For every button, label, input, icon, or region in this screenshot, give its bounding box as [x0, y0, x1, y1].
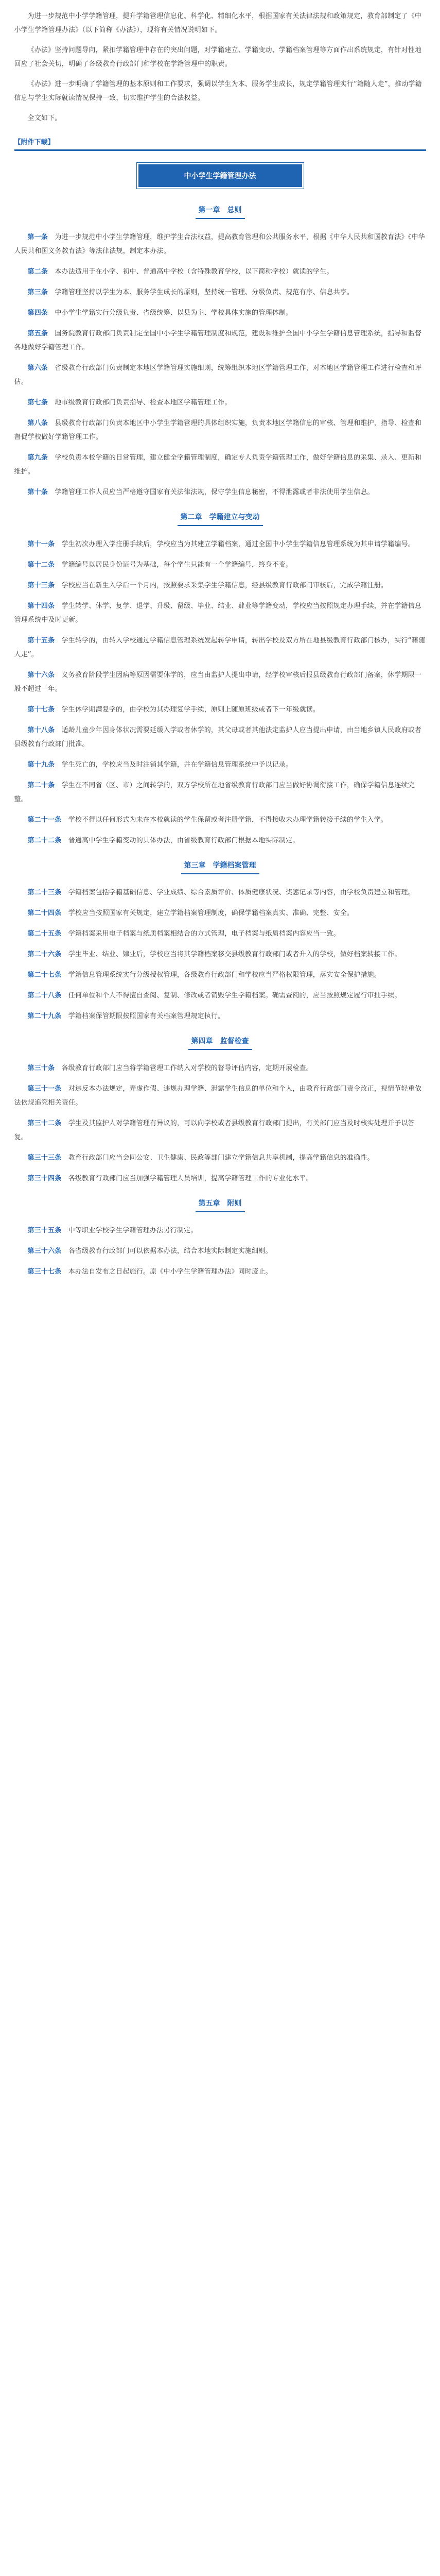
chapter-heading [14, 512, 426, 526]
article-paragraph [14, 1116, 426, 1144]
intro-paragraph: 《办法》坚持问题导向，紧扣学籍管理中存在的突出问题，对学籍建立、学籍变动、学籍档案管理等方面作出系统规定，有针对性地回应了社会关切，明确了各级教育行政部门和学校在学籍管理中的职责。 [14, 46, 422, 68]
article-paragraph [14, 834, 426, 848]
article-paragraph [14, 813, 426, 827]
article-text: 各级教育行政部门应当加强学籍管理人员培训，提高学籍管理工作的专业化水平。 [68, 1175, 313, 1182]
article-paragraph [14, 1061, 426, 1075]
article-paragraph [14, 265, 426, 279]
article-text: 学生初次办理入学注册手续后，学校应当为其建立学籍档案，通过全国中小学生学籍信息管理系统为其申请学籍编号。 [61, 540, 415, 548]
article-text: 学生死亡的，学校应当及时注销其学籍，并在学籍信息管理系统中予以记录。 [61, 761, 293, 769]
article-paragraph [14, 1082, 426, 1110]
article-text: 普通高中学生学籍变动的具体办法，由省级教育行政部门根据本地实际制定。 [68, 837, 300, 844]
article-number: 第八条 [27, 419, 48, 427]
article-paragraph [14, 1265, 426, 1279]
article-paragraph [14, 1009, 426, 1023]
article-text: 任何单位和个人不得擅自查阅、复制、修改或者销毁学生学籍档案。确需查阅的，应当按照规定履行审批手续。 [68, 992, 401, 999]
article-text: 学籍档案保管期限按照国家有关档案管理规定执行。 [68, 1012, 225, 1020]
chapter-heading-text: 第一章 总则 [196, 205, 245, 219]
intro-paragraph: 为进一步规范中小学学籍管理，提升学籍管理信息化、科学化、精细化水平，根据国家有关法律法规和政策规定，教育部制定了《中小学生学籍管理办法》（以下简称《办法》），现将有关情况说明如下。 [14, 12, 422, 34]
article-paragraph [14, 927, 426, 941]
article-text: 省级教育行政部门负责制定本地区学籍管理实施细则，统筹组织本地区学籍管理工作，对本地区学籍管理工作进行检查和评估。 [14, 364, 422, 386]
attachment-download-link[interactable]: 【附件下载】 [14, 139, 55, 146]
article-paragraph [14, 451, 426, 479]
article-number: 第三十五条 [27, 1227, 62, 1234]
article-number: 第三十三条 [27, 1154, 62, 1162]
attachment-icon: 【 [14, 139, 21, 146]
article-number: 第十四条 [27, 602, 55, 610]
article-text: 为进一步规范中小学生学籍管理，维护学生合法权益，提高教育管理和公共服务水平，根据《中华人民共和国教育法》《中华人民共和国义务教育法》等法律法规，制定本办法。 [14, 233, 425, 255]
document-title: 中小学生学籍管理办法 [138, 164, 302, 187]
article-number: 第二十六条 [27, 951, 62, 958]
article-text: 学生休学期满复学的，由学校为其办理复学手续，原则上随原班级或者下一年级就读。 [61, 706, 320, 714]
article-text: 学生毕业、结业、肄业后，学校应当将其学籍档案移交县级教育行政部门或者升入的学校，做好档案转接工作。 [68, 951, 401, 958]
article-text: 学校应当在新生入学后一个月内，按照要求采集学生学籍信息，经县级教育行政部门审核后，完成学籍注册。 [61, 582, 388, 589]
article-number: 第三十四条 [27, 1175, 62, 1182]
chapter-heading [14, 205, 426, 219]
article-text: 学籍档案包括学籍基础信息、学业成绩、综合素质评价、体质健康状况、奖惩记录等内容，由学校负责建立和管理。 [68, 889, 415, 896]
article-number: 第二十七条 [27, 971, 62, 979]
article-number: 第三十二条 [27, 1120, 62, 1127]
article-number: 第十九条 [27, 761, 55, 769]
article-paragraph [14, 1151, 426, 1165]
article-text: 各级教育行政部门应当将学籍管理工作纳入对学校的督导评估内容，定期开展检查。 [61, 1064, 313, 1072]
article-text: 学籍管理坚持以学生为本、服务学生成长的原则，坚持统一管理、分级负责、规范有序、信息共享。 [55, 289, 354, 296]
article-number: 第二条 [27, 268, 48, 276]
article-text: 中等职业学校学生学籍管理办法另行制定。 [68, 1227, 198, 1234]
article-paragraph [14, 906, 426, 920]
chapter-heading [14, 1198, 426, 1212]
article-number: 第一条 [27, 233, 48, 241]
article-number: 第十八条 [27, 726, 55, 734]
article-number: 第四条 [27, 309, 48, 317]
article-text: 学生在不同省（区、市）之间转学的，双方学校所在地省级教育行政部门应当做好协调衔接工作，确保学籍信息连续完整。 [14, 782, 415, 803]
article-number: 第十二条 [27, 561, 55, 569]
article-number: 第二十五条 [27, 930, 62, 938]
article-text: 国务院教育行政部门负责制定全国中小学生学籍管理制度和规范，建设和维护全国中小学生学籍信息管理系统，指导和监督各地做好学籍管理工作。 [14, 330, 422, 351]
article-text: 学生及其监护人对学籍管理有异议的，可以向学校或者县级教育行政部门提出，有关部门应当及时核实处理并予以答复。 [14, 1120, 415, 1141]
article-number: 第十条 [27, 488, 48, 496]
article-number: 第三十六条 [27, 1247, 62, 1255]
article-number: 第九条 [27, 454, 48, 462]
chapter-heading-text: 第四章 监督检查 [188, 1036, 252, 1050]
article-text: 学校应当按照国家有关规定，建立学籍档案管理制度，确保学籍档案真实、准确、完整、安全。 [68, 909, 354, 917]
article-text: 各省级教育行政部门可以依据本办法，结合本地实际制定实施细则。 [68, 1247, 272, 1255]
intro-paragraph: 全文如下。 [27, 114, 62, 122]
article-paragraph [14, 537, 426, 551]
article-paragraph [14, 1224, 426, 1238]
article-text: 中小学生学籍实行分级负责、省级统筹、以县为主、学校具体实施的管理体制。 [55, 309, 293, 317]
article-text: 教育行政部门应当会同公安、卫生健康、民政等部门建立学籍信息共享机制，提高学籍信息的准确性。 [68, 1154, 374, 1162]
article-page [14, 0, 426, 1279]
article-text: 本办法自发布之日起施行。原《中小学生学籍管理办法》同时废止。 [68, 1268, 272, 1276]
chapter-heading-text: 第五章 附则 [196, 1198, 245, 1212]
article-number: 第十七条 [27, 706, 55, 714]
article-number: 第三条 [27, 289, 48, 296]
article-text: 学籍信息管理系统实行分级授权管理，各级教育行政部门和学校应当严格权限管理，落实安全保护措施。 [68, 971, 381, 979]
article-text: 对违反本办法规定，弄虚作假、违规办理学籍、泄露学生信息的单位和个人，由教育行政部门责令改正，视情节轻重依法依规追究相关责任。 [14, 1085, 422, 1107]
intro-paragraph: 《办法》进一步明确了学籍管理的基本原则和工作要求，强调以学生为本、服务学生成长，规定学籍管理实行“籍随人走”，推动学籍信息与学生实际就读情况保持一致，切实维护学生的合法权益。 [14, 80, 422, 102]
chapter-heading [14, 1036, 426, 1050]
article-number: 第十一条 [27, 540, 55, 548]
article-paragraph [14, 416, 426, 444]
chapters-container [14, 205, 426, 1279]
article-text: 县级教育行政部门负责本地区中小学生学籍管理的具体组织实施，负责本地区学籍信息的审核、管理和维护，指导、检查和督促学校做好学籍管理工作。 [14, 419, 422, 441]
article-paragraph [14, 485, 426, 499]
article-number: 第六条 [27, 364, 48, 372]
article-text: 学籍编号以居民身份证号为基础，每个学生只能有一个学籍编号，终身不变。 [61, 561, 293, 569]
article-text: 学籍档案采用电子档案与纸质档案相结合的方式管理，电子档案与纸质档案内容应当一致。 [68, 930, 340, 938]
article-number: 第五条 [27, 330, 48, 337]
chapter-heading-text: 第二章 学籍建立与变动 [178, 512, 263, 526]
attachment-divider [14, 149, 426, 151]
article-text: 学校不得以任何形式为未在本校就读的学生保留或者注册学籍，不得接收未办理学籍转接手续的学生入学。 [68, 816, 388, 824]
article-paragraph [14, 703, 426, 717]
article-paragraph [14, 947, 426, 961]
article-paragraph [14, 989, 426, 1003]
article-paragraph [14, 361, 426, 389]
article-paragraph [14, 579, 426, 592]
article-number: 第十六条 [27, 671, 55, 679]
attachment-label: 附件下载 [21, 139, 48, 146]
chapter-heading [14, 860, 426, 874]
article-paragraph [14, 285, 426, 299]
article-paragraph [14, 230, 426, 258]
article-number: 第二十三条 [27, 889, 62, 896]
article-text: 学籍管理工作人员应当严格遵守国家有关法律法规，保守学生信息秘密，不得泄露或者非法使用学生信息。 [55, 488, 374, 496]
article-paragraph [14, 1172, 426, 1185]
article-paragraph [14, 558, 426, 572]
article-number: 第七条 [27, 399, 48, 406]
article-number: 第三十七条 [27, 1268, 62, 1276]
article-text: 学生转学、休学、复学、退学、升级、留级、毕业、结业、肄业等学籍变动，学校应当按照规定办理手续，并在学籍信息管理系统中及时更新。 [14, 602, 422, 624]
article-number: 第十五条 [27, 637, 55, 645]
article-paragraph [14, 306, 426, 320]
article-paragraph [14, 396, 426, 410]
article-paragraph [14, 758, 426, 772]
article-text: 学生转学的，由转入学校通过学籍信息管理系统发起转学申请，转出学校及双方所在地县级教育行政部门核办，实行“籍随人走”。 [14, 637, 426, 658]
article-number: 第三十条 [27, 1064, 55, 1072]
article-paragraph [14, 1244, 426, 1258]
article-number: 第二十九条 [27, 1012, 62, 1020]
article-paragraph [14, 668, 426, 696]
article-text: 适龄儿童少年因身体状况需要延缓入学或者休学的，其父母或者其他法定监护人应当提出申请，由当地乡镇人民政府或者县级教育行政部门批准。 [14, 726, 422, 748]
chapter-heading-text: 第三章 学籍档案管理 [181, 860, 259, 874]
intro-section [14, 9, 426, 125]
article-number: 第二十二条 [27, 837, 62, 844]
article-number: 第二十一条 [27, 816, 62, 824]
article-paragraph [14, 778, 426, 806]
article-text: 本办法适用于在小学、初中、普通高中学校（含特殊教育学校，以下简称学校）就读的学生。 [55, 268, 333, 276]
article-number: 第三十一条 [27, 1085, 62, 1093]
article-text: 义务教育阶段学生因病等原因需要休学的，应当由监护人提出申请，经学校审核后报县级教育行政部门备案，休学期限一般不超过一年。 [14, 671, 422, 693]
article-text: 学校负责本校学籍的日常管理，建立健全学籍管理制度，确定专人负责学籍管理工作，做好学籍信息的采集、录入、更新和维护。 [14, 454, 422, 476]
article-number: 第二十八条 [27, 992, 62, 999]
article-number: 第十三条 [27, 582, 55, 589]
article-paragraph [14, 634, 426, 662]
document-title-box [136, 162, 304, 189]
article-number: 第二十四条 [27, 909, 62, 917]
article-paragraph [14, 599, 426, 627]
article-paragraph [14, 968, 426, 982]
article-number: 第二十条 [27, 782, 55, 789]
article-paragraph [14, 327, 426, 354]
article-text: 地市级教育行政部门负责指导、检查本地区学籍管理工作。 [55, 399, 232, 406]
article-paragraph [14, 723, 426, 751]
article-paragraph [14, 886, 426, 900]
